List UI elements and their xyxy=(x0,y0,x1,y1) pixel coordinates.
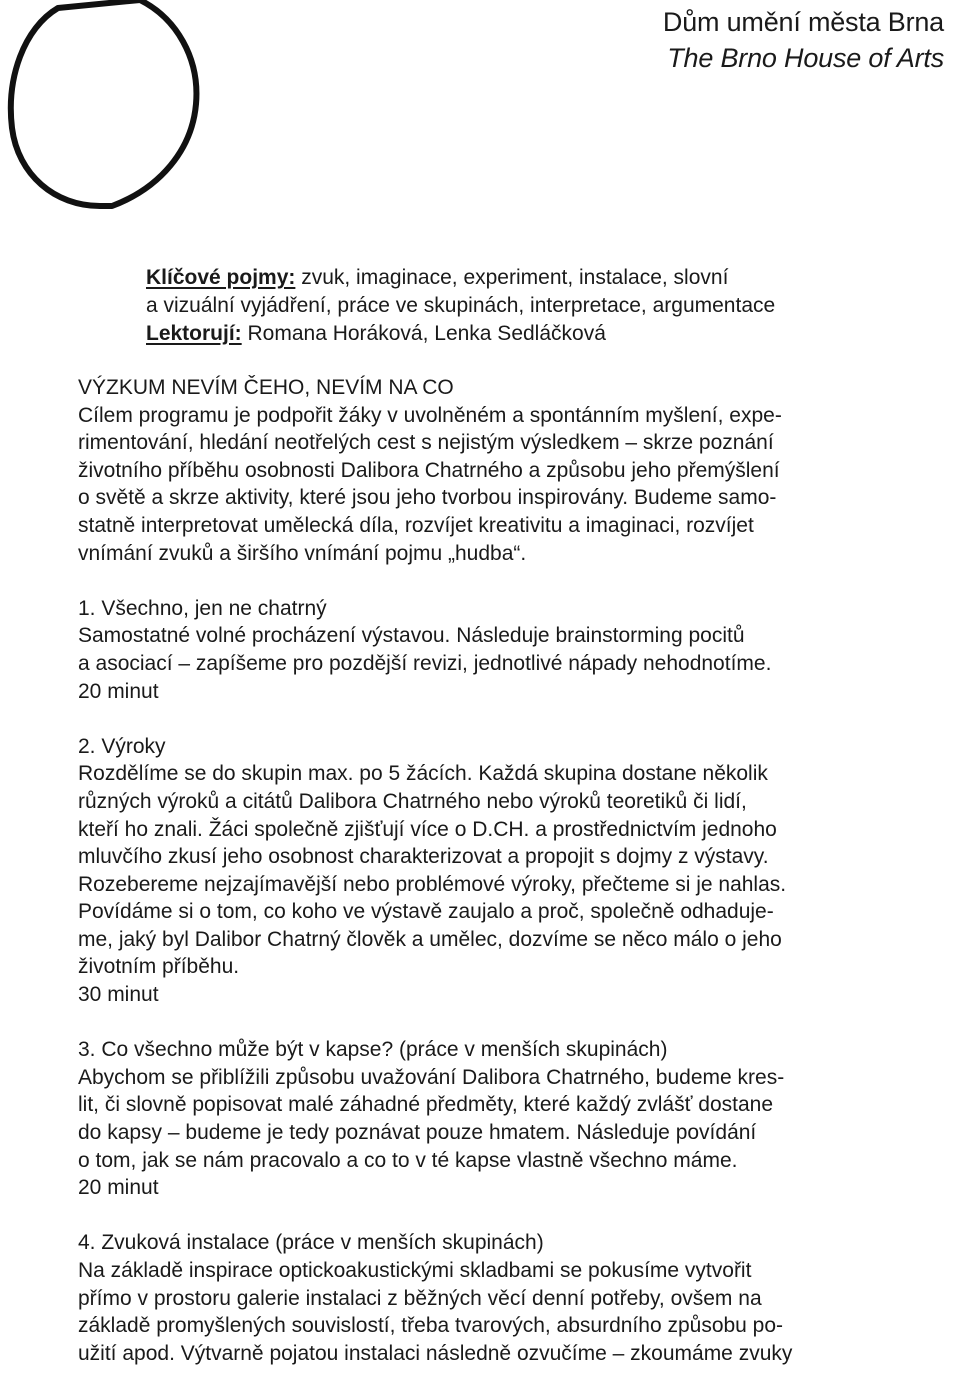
institution-header xyxy=(663,4,944,76)
paragraph-line: kteří ho znali. Žáci společně zjišťují více o D.CH. a prostřednictvím jednoho xyxy=(78,817,777,841)
paragraph-line: základě promyšlených souvislostí, třeba tvarových, absurdního způsobu po- xyxy=(78,1314,784,1338)
activity-section-1 xyxy=(78,595,898,705)
program-description xyxy=(78,374,898,1395)
program-meta xyxy=(146,264,926,348)
keywords-value-1: zvuk, imaginace, experiment, instalace, slovní xyxy=(295,266,729,289)
brno-house-of-arts-logo xyxy=(0,0,210,210)
activity-section-2 xyxy=(78,733,898,1009)
paragraph-line: Rozebereme nejzajímavější nebo problémové výroky, přečteme si je nahlas. xyxy=(78,872,787,896)
keywords-label: Klíčové pojmy: xyxy=(146,266,296,289)
paragraph-line: Rozdělíme se do skupin max. po 5 žácích. Každá skupina dostane několik xyxy=(78,762,768,786)
keywords-line-1 xyxy=(146,264,926,292)
intro-title: VÝZKUM NEVÍM ČEHO, NEVÍM NA CO xyxy=(78,376,454,399)
lecturers-label: Lektorují: xyxy=(146,322,242,345)
intro-section xyxy=(78,374,898,567)
activity-duration: 20 minut xyxy=(78,679,159,703)
paragraph-line: Abychom se přiblížili způsobu uvažování Dalibora Chatrného, budeme kres- xyxy=(78,1065,785,1089)
paragraph-line: rimentování, hledání neotřelých cest s nejistým výsledkem – skrze poznání xyxy=(78,431,774,455)
paragraph-line: vnímání zvuků a širšího vnímání pojmu „hudba“. xyxy=(78,541,527,565)
paragraph-line: lit, či slovně popisovat malé záhadné předměty, které každý zvlášť dostane xyxy=(78,1093,774,1117)
activity-title: 2. Výroky xyxy=(78,734,166,758)
institution-name-cs: Dům umění města Brna xyxy=(662,7,944,37)
paragraph-line: statně interpretovat umělecká díla, rozvíjet kreativitu a imaginaci, rozvíjet xyxy=(78,513,754,537)
paragraph-line: životního příběhu osobnosti Dalibora Chatrného a způsobu jeho přemýšlení xyxy=(78,458,780,482)
paragraph-line: Cílem programu je podpořit žáky v uvolněném a spontánním myšlení, expe- xyxy=(78,403,782,427)
paragraph-line: Povídáme si o tom, co koho ve výstavě zaujalo a proč, společně odhaduje- xyxy=(78,900,774,924)
paragraph-line: Na základě inspirace optickoakustickými skladbami se pokusíme vytvořit xyxy=(78,1259,752,1282)
paragraph-line: o světě a skrze aktivity, které jsou jeho tvorbou inspirovány. Budeme samo- xyxy=(78,486,777,510)
activity-title: 4. Zvuková instalace (práce v menších skupinách) xyxy=(78,1231,544,1255)
activity-title: 3. Co všechno může být v kapse? (práce v menších skupinách) xyxy=(78,1038,668,1062)
paragraph-line: Samostatné volné procházení výstavou. Následuje brainstorming pocitů xyxy=(78,624,745,648)
lecturers-value: Romana Horáková, Lenka Sedláčková xyxy=(241,322,606,345)
paragraph-line: různých výroků a citátů Dalibora Chatrného nebo výroků teoretiků či lidí, xyxy=(78,789,747,813)
paragraph-line: do kapsy – budeme je tedy poznávat pouze hmatem. Následuje povídání xyxy=(78,1121,757,1145)
lecturers-line xyxy=(146,320,926,348)
activity-section-4 xyxy=(78,1229,898,1367)
paragraph-line: užití apod. Výtvarně pojatou instalaci následně ozvučíme – zkoumáme zvuky xyxy=(78,1341,793,1365)
paragraph-line: a asociací – zapíšeme pro pozdější revizi, jednotlivé nápady nehodnotíme. xyxy=(78,651,772,675)
paragraph-line: životním příběhu. xyxy=(78,955,240,979)
activity-section-3 xyxy=(78,1036,898,1202)
institution-name-en: The Brno House of Arts xyxy=(667,43,944,73)
activity-duration: 20 minut xyxy=(78,1176,159,1200)
keywords-line-2: a vizuální vyjádření, práce ve skupinách, interpretace, argumentace xyxy=(146,294,776,317)
activity-title: 1. Všechno, jen ne chatrný xyxy=(78,596,327,620)
paragraph-line: me, jaký byl Dalibor Chatrný člověk a umělec, dozvíme se něco málo o jeho xyxy=(78,927,782,951)
paragraph-line: mluvčího zkusí jeho osobnost charakterizovat a propojit s dojmy z výstavy. xyxy=(78,845,769,869)
paragraph-line: přímo v prostoru galerie instalaci z běžných věcí denní potřeby, ovšem na xyxy=(78,1286,762,1310)
paragraph-line: o tom, jak se nám pracovalo a co to v té kapse vlastně všechno máme. xyxy=(78,1148,738,1172)
activity-duration: 30 minut xyxy=(78,983,159,1007)
